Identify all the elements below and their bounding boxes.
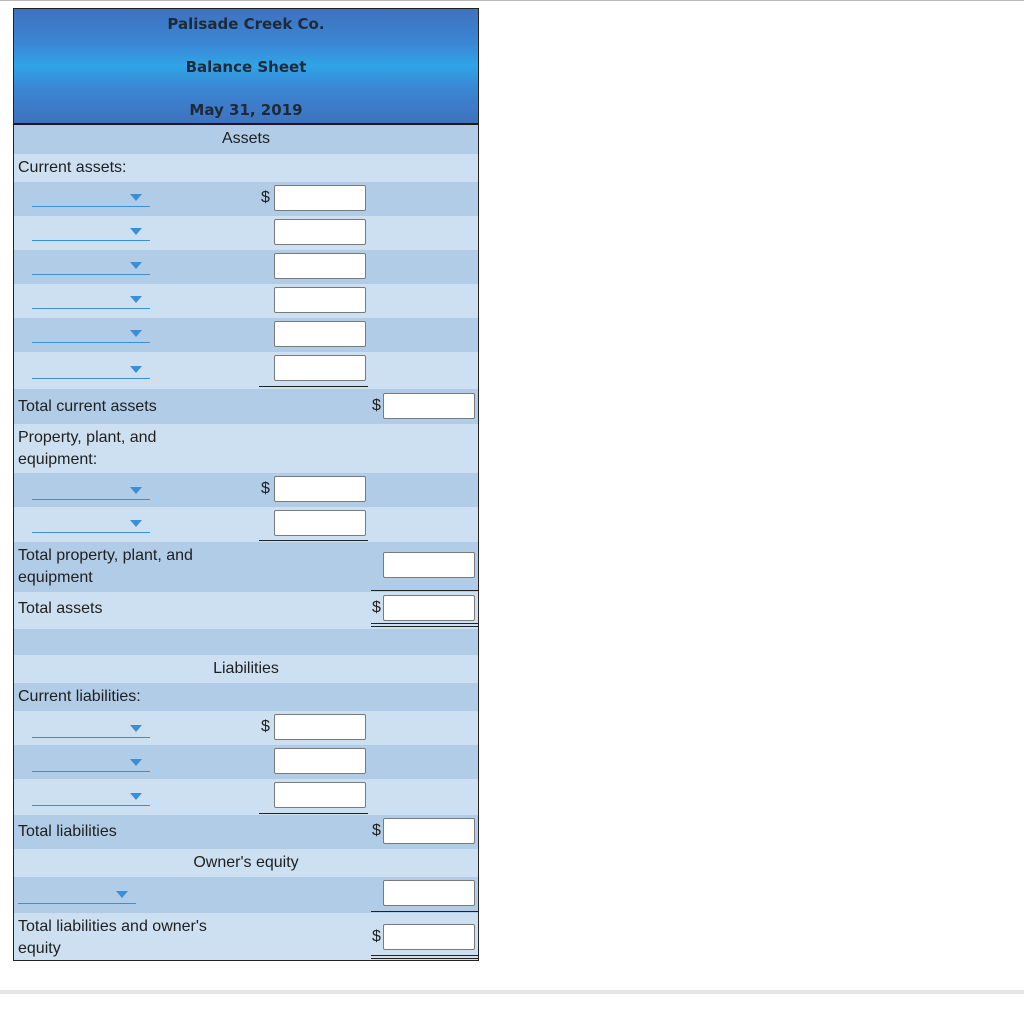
total-liabilities-equity-label: [18, 916, 207, 960]
total-assets-row: [14, 592, 478, 629]
liabilities-heading-row: [14, 655, 478, 683]
current-asset-2-amount-input[interactable]: [274, 219, 366, 245]
company-name: Palisade Creek Co.: [167, 15, 325, 33]
dollar-sign: $: [261, 480, 270, 497]
chevron-down-icon: [130, 228, 142, 235]
total-underline: [371, 911, 479, 912]
ppe-row-1: [14, 473, 478, 507]
chevron-down-icon: [130, 296, 142, 303]
total-ppe-input[interactable]: [383, 552, 475, 578]
dollar-sign: $: [261, 718, 270, 735]
owners-equity-input[interactable]: [383, 880, 475, 906]
chevron-down-icon: [130, 262, 142, 269]
total-liabilities-equity-input[interactable]: [383, 924, 475, 950]
total-ppe-label-line-2: equipment: [18, 569, 93, 586]
current-asset-5-amount-input[interactable]: [274, 321, 366, 347]
liabilities-heading: Liabilities: [213, 660, 279, 677]
total-liabilities-row: [14, 815, 478, 849]
chevron-down-icon: [130, 725, 142, 732]
owners-equity-row: [14, 877, 478, 913]
current-asset-6-amount-input[interactable]: [274, 355, 366, 381]
current-asset-row-4: [14, 284, 478, 318]
total-ppe-label-line-1: Total property, plant, and: [18, 547, 193, 564]
current-asset-4-dropdown[interactable]: [32, 292, 150, 309]
current-asset-6-dropdown[interactable]: [32, 362, 150, 379]
current-asset-1-amount-input[interactable]: [274, 185, 366, 211]
total-ppe-row: [14, 542, 478, 592]
ppe-heading-row: [14, 424, 478, 473]
ppe-2-dropdown[interactable]: [32, 516, 150, 533]
total-ppe-label: [18, 545, 193, 589]
liability-2-dropdown[interactable]: [32, 755, 150, 772]
current-asset-row-1: [14, 182, 478, 216]
liability-2-amount-input[interactable]: [274, 748, 366, 774]
current-asset-3-amount-input[interactable]: [274, 253, 366, 279]
ppe-1-dropdown[interactable]: [32, 483, 150, 500]
dollar-sign: $: [372, 928, 381, 945]
ppe-row-2: [14, 507, 478, 542]
ppe-label-line-1: Property, plant, and: [18, 429, 157, 446]
dollar-sign: $: [372, 822, 381, 839]
statement-date: May 31, 2019: [189, 101, 303, 119]
bottom-divider: [0, 990, 1024, 994]
total-le-label-line-2: equity: [18, 940, 61, 957]
total-liabilities-equity-row: [14, 913, 478, 961]
double-underline-bottom: [371, 958, 479, 959]
chevron-down-icon: [130, 194, 142, 201]
balance-sheet-form: [13, 8, 479, 961]
total-liabilities-label: Total liabilities: [18, 823, 117, 840]
owners-equity-heading-row: [14, 849, 478, 877]
chevron-down-icon: [130, 759, 142, 766]
subtotal-underline: [259, 386, 368, 387]
current-asset-row-3: [14, 250, 478, 284]
current-asset-row-5: [14, 318, 478, 352]
liability-row-3: [14, 779, 478, 815]
spacer-row: [14, 629, 478, 655]
current-liabilities-label: Current liabilities:: [18, 688, 141, 705]
total-underline: [371, 590, 479, 591]
liability-1-amount-input[interactable]: [274, 714, 366, 740]
current-liabilities-row: [14, 683, 478, 711]
current-asset-1-dropdown[interactable]: [32, 190, 150, 207]
total-assets-label: Total assets: [18, 600, 103, 617]
assets-heading-row: [14, 125, 478, 154]
ppe-1-amount-input[interactable]: [274, 476, 366, 502]
current-asset-4-amount-input[interactable]: [274, 287, 366, 313]
liability-3-amount-input[interactable]: [274, 782, 366, 808]
subtotal-underline: [259, 540, 368, 541]
total-current-assets-label: Total current assets: [18, 398, 157, 415]
current-asset-2-dropdown[interactable]: [32, 224, 150, 241]
current-asset-3-dropdown[interactable]: [32, 258, 150, 275]
liability-row-2: [14, 745, 478, 779]
owners-equity-heading: Owner's equity: [193, 854, 299, 871]
total-liabilities-input[interactable]: [383, 818, 475, 844]
ppe-2-amount-input[interactable]: [274, 510, 366, 536]
total-current-assets-input[interactable]: [383, 393, 475, 419]
chevron-down-icon: [130, 520, 142, 527]
double-underline-top: [371, 955, 479, 956]
chevron-down-icon: [130, 487, 142, 494]
owners-equity-dropdown[interactable]: [18, 887, 136, 904]
assets-heading: Assets: [221, 130, 270, 147]
double-underline-top: [371, 623, 479, 624]
chevron-down-icon: [130, 793, 142, 800]
top-divider: [0, 0, 1024, 1]
ppe-label: [18, 427, 156, 471]
chevron-down-icon: [130, 330, 142, 337]
current-assets-label: Current assets:: [18, 159, 127, 176]
statement-header: [14, 9, 478, 125]
current-assets-row: [14, 154, 478, 182]
liability-3-dropdown[interactable]: [32, 789, 150, 806]
double-underline-bottom: [371, 626, 479, 627]
dollar-sign: $: [261, 189, 270, 206]
total-assets-input[interactable]: [383, 595, 475, 621]
dollar-sign: $: [372, 599, 381, 616]
total-le-label-line-1: Total liabilities and owner's: [18, 918, 207, 935]
total-current-assets-row: [14, 389, 478, 424]
current-asset-row-2: [14, 216, 478, 250]
statement-title: Balance Sheet: [185, 58, 307, 76]
current-asset-row-6: [14, 352, 478, 389]
ppe-label-line-2: equipment:: [18, 451, 98, 468]
chevron-down-icon: [130, 366, 142, 373]
liability-row-1: [14, 711, 478, 745]
chevron-down-icon: [116, 891, 128, 898]
liability-1-dropdown[interactable]: [32, 721, 150, 738]
subtotal-underline: [259, 813, 368, 814]
current-asset-5-dropdown[interactable]: [32, 326, 150, 343]
dollar-sign: $: [372, 397, 381, 414]
